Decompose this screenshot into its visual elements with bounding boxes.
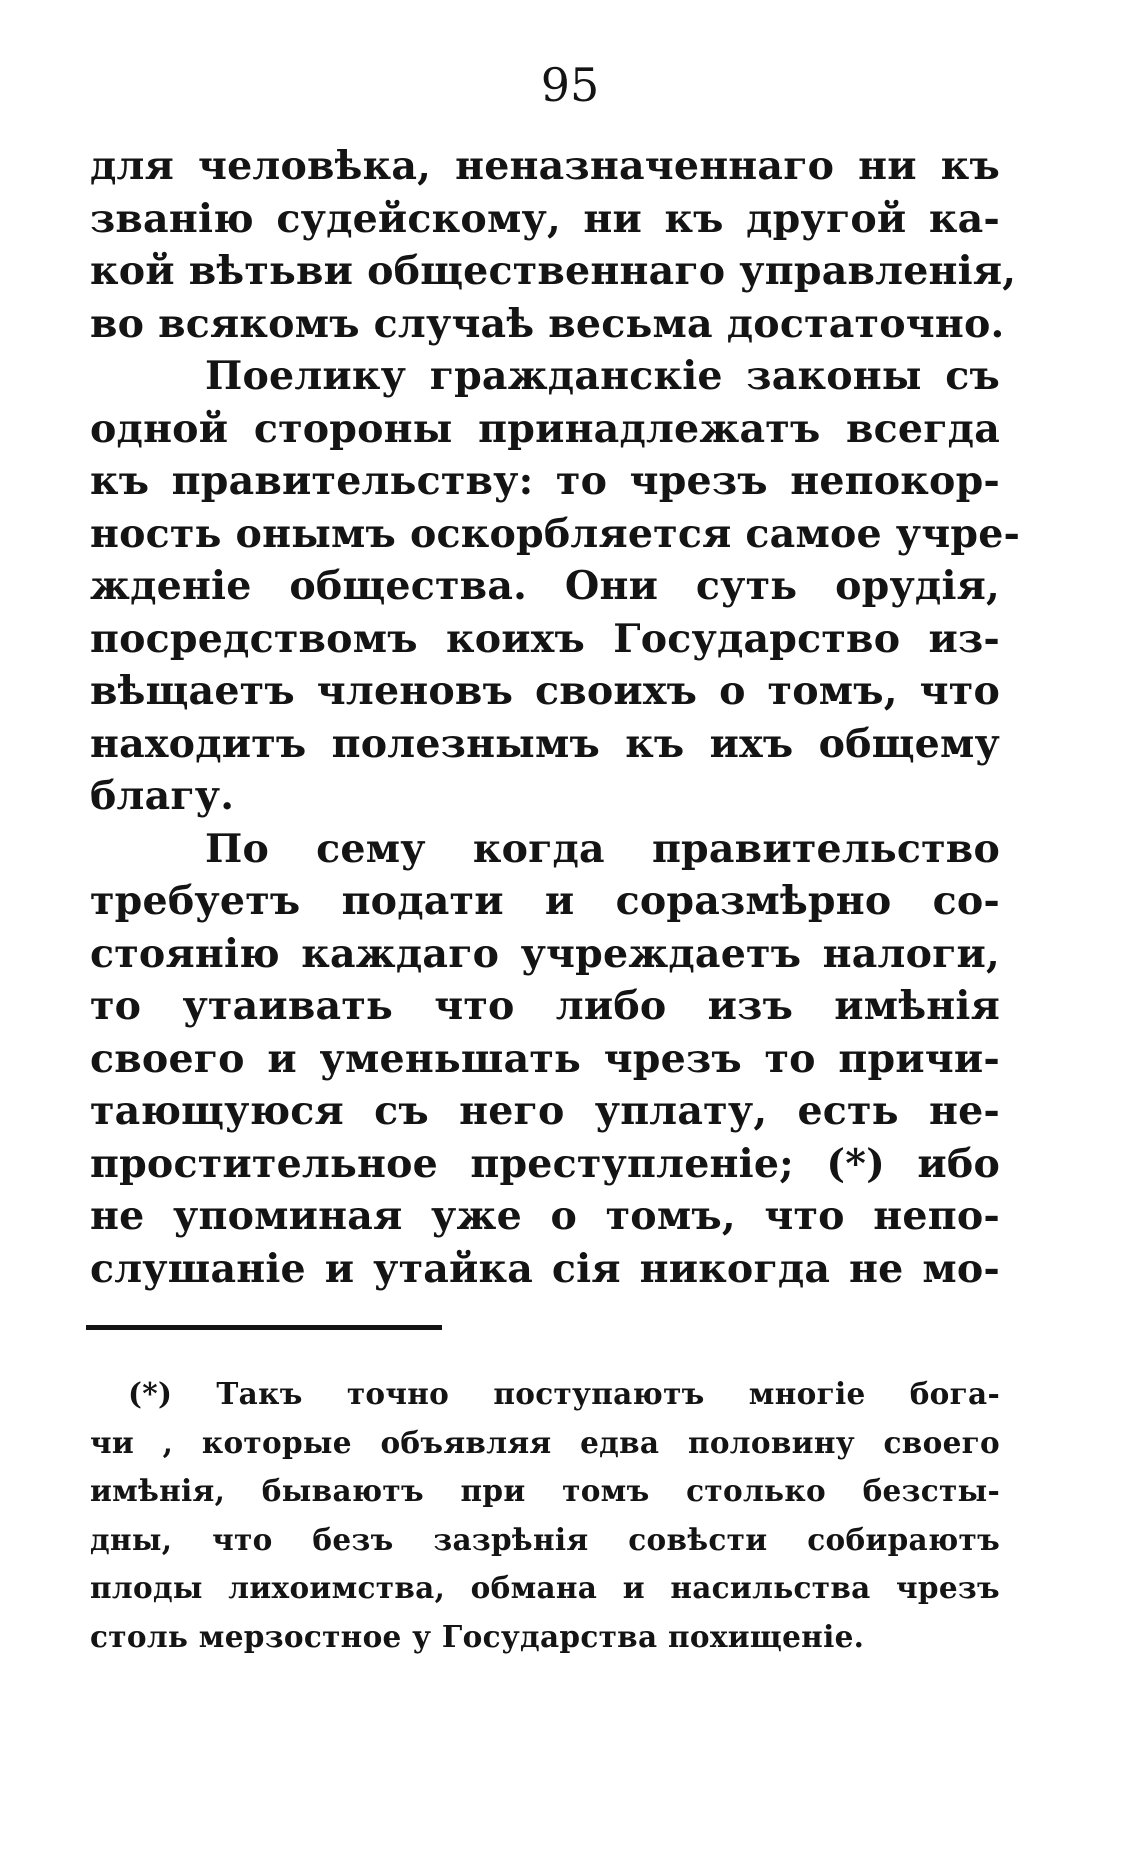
- text-line: то утаивать что либо изъ имѣнія: [90, 983, 1000, 1029]
- text-line: для человѣка, неназначеннаго ни къ: [90, 143, 1000, 189]
- text-line: кой вѣтьви общественнаго управленія,: [90, 248, 1017, 294]
- text-line: званію судейскому, ни къ другой ка-: [90, 195, 1000, 242]
- text-line: во всякомъ случаѣ весьма достаточно.: [90, 300, 1005, 347]
- text-line: жденіе общества. Они суть орудія,: [90, 563, 1000, 609]
- text-line: требуетъ подати и соразмѣрно со-: [90, 878, 1000, 924]
- text-line: къ правительству: то чрезъ непокор-: [90, 458, 1000, 504]
- text-line: одной стороны принадлежатъ всегда: [90, 405, 1000, 452]
- page-number: 95: [540, 58, 600, 112]
- footnote-line: дны, что безъ зазрѣнія совѣсти собираютъ: [90, 1521, 1000, 1557]
- text-line: не упоминая уже о томъ, что непо-: [90, 1193, 1000, 1239]
- footnote-line: имѣнія, бываютъ при томъ столько безсты-: [90, 1473, 1000, 1508]
- footnote-divider: [86, 1325, 442, 1330]
- text-line: благу.: [90, 773, 235, 819]
- footnote-line: чи , которые объявляя едва половину своего: [90, 1424, 1000, 1460]
- text-line: находитъ полезнымъ къ ихъ общему: [90, 720, 1000, 767]
- footnote-line: (*) Такъ точно поступаютъ многіе бога-: [128, 1376, 1000, 1411]
- text-line: простительное преступленіе; (*) ибо: [90, 1140, 1000, 1187]
- footnote-line: столь мерзостное у Государства похищеніе.: [90, 1618, 865, 1654]
- text-line: Поелику гражданскіе законы съ: [205, 353, 1000, 399]
- text-line: вѣщаетъ членовъ своихъ о томъ, что: [90, 668, 1000, 714]
- text-line: слушаніе и утайка сія никогда не мо-: [90, 1245, 1000, 1292]
- text-line: стоянію каждаго учреждаетъ налоги,: [90, 930, 1000, 977]
- text-line: По сему когда правительство: [205, 825, 1000, 872]
- main-text: [90, 140, 1021, 1295]
- text-line: своего и уменьшать чрезъ то причи-: [90, 1035, 1000, 1082]
- text-line: тающуюся съ него уплату, есть не-: [90, 1088, 1000, 1134]
- text-line: ность онымъ оскорбляется самое учре-: [90, 510, 1021, 557]
- text-line: посредствомъ коихъ Государство из-: [90, 615, 1000, 662]
- footnote: [90, 1370, 1000, 1661]
- footnote-line: плоды лихоимства, обмана и насильства чрезъ: [90, 1570, 1000, 1605]
